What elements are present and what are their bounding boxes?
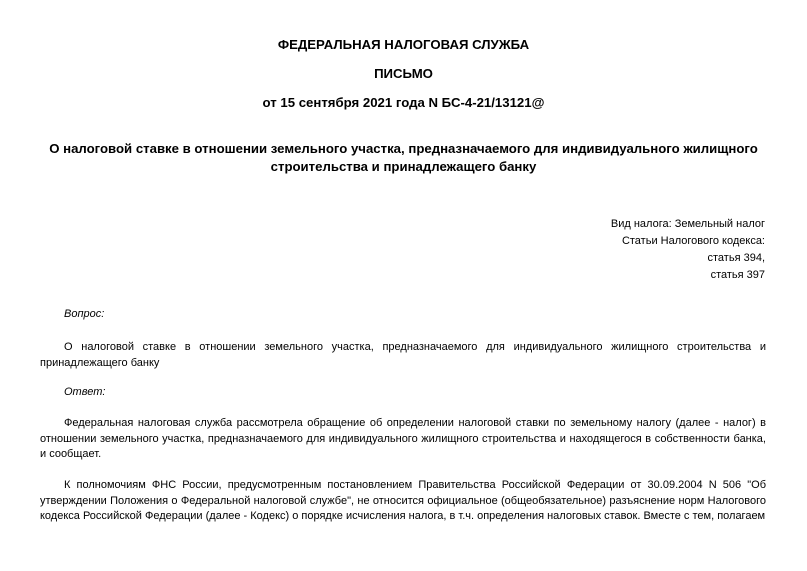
document-subject: О налоговой ставке в отношении земельного участка, предназначаемого для индивидуального жилищного строительства и принадлежащего банку — [49, 141, 758, 174]
code-articles-label: Статьи Налогового кодекса: — [621, 235, 765, 247]
question-text: О налоговой ставке в отношении земельного участка, предназначаемого для индивидуального жилищного строительства и принадлежащего банку — [40, 341, 766, 369]
answer-paragraph-1: Федеральная налоговая служба рассмотрела обращение об определении налоговой ставки по земельному налогу (далее - налог) в отношении земельного участка, предназначаемого для индивидуального жилищного строительства и находящегося в собственности банка, и сообщает. — [40, 417, 766, 460]
article-394: статья 394, — [707, 252, 765, 264]
agency-title: ФЕДЕРАЛЬНАЯ НАЛОГОВАЯ СЛУЖБА — [277, 37, 530, 52]
answer-label: Ответ: — [64, 386, 106, 398]
tax-type: Вид налога: Земельный налог — [610, 218, 765, 230]
answer-paragraph-2: К полномочиям ФНС России, предусмотренным постановлением Правительства Российской Федерации от 30.09.2004 N 506 "Об утверждении Положения о Федеральной налоговой службе", не относится официальное (общеобязательное) разъяснение норм Налогового кодекса Российской Федерации (далее - Кодекс) о порядке исчисления налога, в т.ч. определения налоговых ставок. Вместе с тем, полагаем — [40, 479, 766, 522]
question-label: Вопрос: — [64, 308, 105, 320]
document-metadata — [611, 216, 765, 284]
document-type: ПИСЬМО — [374, 66, 433, 81]
document-reference: от 15 сентября 2021 года N БС-4-21/13121@ — [262, 95, 545, 110]
article-397: статья 397 — [710, 269, 765, 281]
